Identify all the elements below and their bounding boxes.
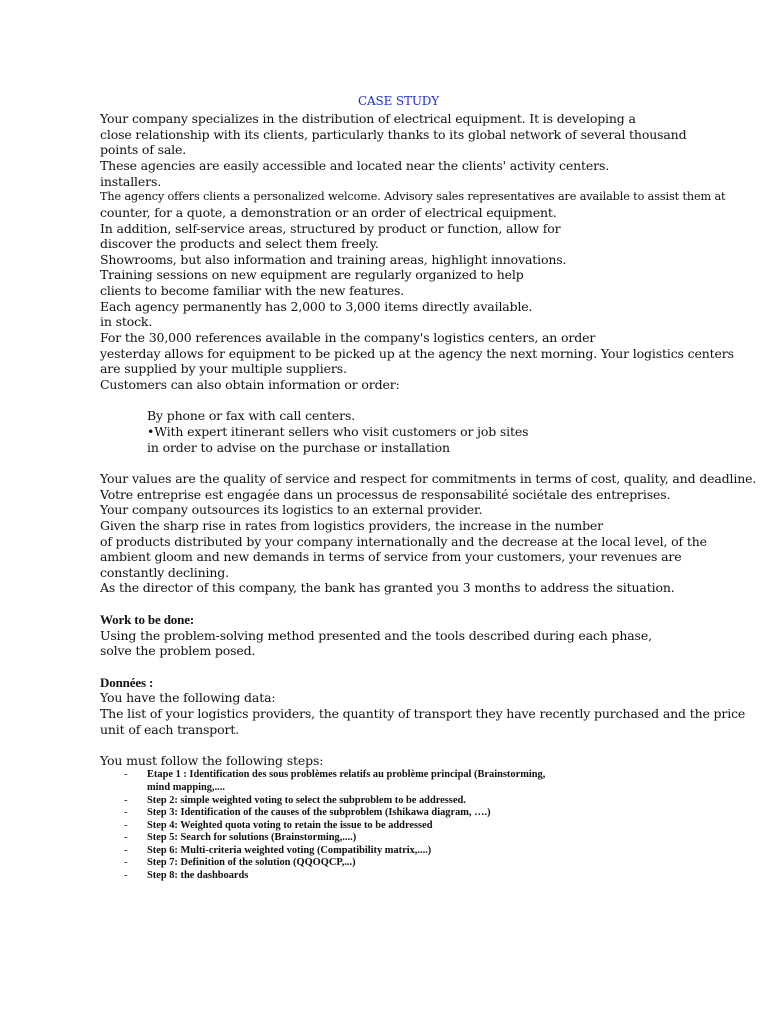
text-line: Showrooms, but also information and training areas, highlight innovations.	[100, 252, 567, 267]
text-line: Votre entreprise est engagée dans un processus de responsabilité sociétale des entreprises.	[100, 487, 671, 502]
step-item: Etape 1 : Identification des sous problèmes relatifs au problème principal (Brainstorming,	[147, 769, 546, 780]
text-line: Using the problem-solving method presented and the tools described during each phase,	[100, 628, 652, 643]
text-line: yesterday allows for equipment to be picked up at the agency the next morning. Your logistics centers	[100, 346, 734, 361]
step-item: Step 3: Identification of the causes of the subproblem (Ishikawa diagram, ….)	[147, 807, 491, 818]
step-item: Step 7: Definition of the solution (QQOQCP,...)	[147, 857, 356, 868]
text-line: Your values are the quality of service and respect for commitments in terms of cost, quality, and deadline.	[100, 471, 757, 486]
page-title: CASE STUDY	[358, 94, 440, 108]
list-bullet: -	[124, 819, 128, 831]
text-line: You have the following data:	[100, 690, 276, 705]
text-line: points of sale.	[100, 142, 187, 157]
text-line: in stock.	[100, 314, 153, 329]
section-heading-work: Work to be done:	[100, 612, 195, 627]
text-line: Given the sharp rise in rates from logistics providers, the increase in the number	[100, 518, 603, 533]
text-line: Each agency permanently has 2,000 to 3,000 items directly available.	[100, 299, 533, 314]
text-line: solve the problem posed.	[100, 643, 256, 658]
list-bullet: -	[124, 844, 128, 856]
list-item: •With expert itinerant sellers who visit customers or job sites	[147, 424, 529, 439]
text-line: Customers can also obtain information or order:	[100, 377, 400, 392]
text-line: In addition, self-service areas, structured by product or function, allow for	[100, 221, 561, 236]
list-bullet: -	[124, 831, 128, 843]
list-bullet: -	[124, 768, 128, 780]
text-line: The list of your logistics providers, the quantity of transport they have recently purchased and the price	[100, 706, 746, 721]
step-item: Step 6: Multi-criteria weighted voting (Compatibility matrix,....)	[147, 845, 432, 856]
text-line: ambient gloom and new demands in terms of service from your customers, your revenues are	[100, 549, 682, 564]
text-line: clients to become familiar with the new features.	[100, 283, 405, 298]
list-bullet: -	[124, 806, 128, 818]
text-line: discover the products and select them freely.	[100, 236, 379, 251]
text-line: For the 30,000 references available in the company's logistics centers, an order	[100, 330, 596, 345]
step-item: Step 4: Weighted quota voting to retain the issue to be addressed	[147, 820, 433, 831]
list-bullet: -	[124, 869, 128, 881]
text-line: of products distributed by your company internationally and the decrease at the local level, of the	[100, 534, 707, 549]
text-line: As the director of this company, the bank has granted you 3 months to address the situation.	[100, 580, 675, 595]
text-line: These agencies are easily accessible and located near the clients' activity centers.	[100, 158, 610, 173]
text-line: The agency offers clients a personalized welcome. Advisory sales representatives are available to assist them at	[100, 190, 726, 203]
steps-intro: You must follow the following steps:	[100, 753, 324, 768]
step-item: Step 8: the dashboards	[147, 870, 249, 881]
text-line: Training sessions on new equipment are regularly organized to help	[100, 267, 524, 282]
text-line: Your company specializes in the distribution of electrical equipment. It is developing a	[100, 111, 636, 126]
text-line: constantly declining.	[100, 565, 229, 580]
list-item: in order to advise on the purchase or installation	[147, 440, 450, 455]
text-line: installers.	[100, 174, 162, 189]
text-line: are supplied by your multiple suppliers.	[100, 361, 347, 376]
text-line: close relationship with its clients, particularly thanks to its global network of several thousand	[100, 127, 687, 142]
text-line: unit of each transport.	[100, 722, 240, 737]
list-bullet: -	[124, 794, 128, 806]
section-heading-donnees: Données :	[100, 675, 154, 690]
step-item-continuation: mind mapping,....	[147, 782, 225, 793]
text-line: counter, for a quote, a demonstration or an order of electrical equipment.	[100, 205, 557, 220]
text-line: Your company outsources its logistics to an external provider.	[100, 502, 483, 517]
list-bullet: -	[124, 856, 128, 868]
step-item: Step 2: simple weighted voting to select the subproblem to be addressed.	[147, 795, 466, 806]
step-item: Step 5: Search for solutions (Brainstorming,....)	[147, 832, 357, 843]
list-item: By phone or fax with call centers.	[147, 408, 356, 423]
